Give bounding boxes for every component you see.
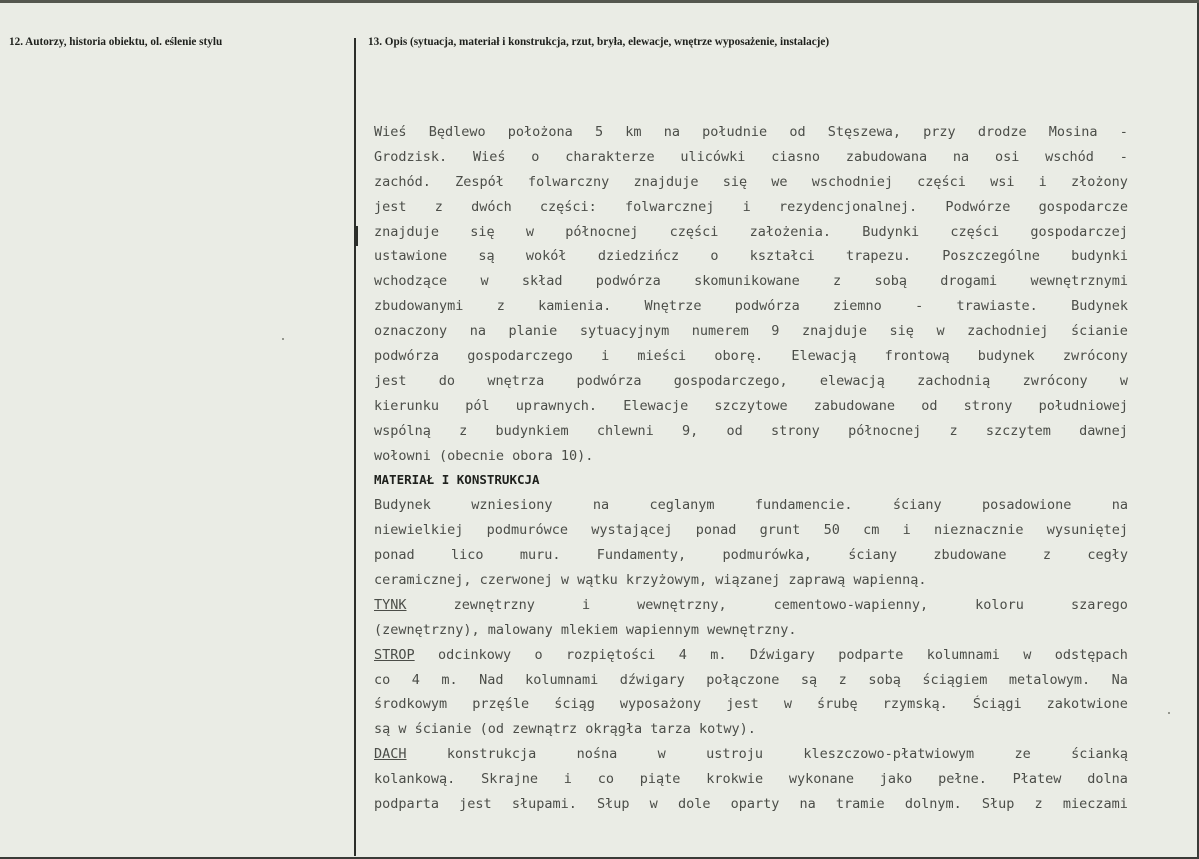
word: ponad <box>374 547 415 564</box>
word: w <box>657 746 666 763</box>
word: jest <box>374 372 407 389</box>
word: cm <box>863 522 880 539</box>
word: ustawione <box>374 248 448 265</box>
word: 5 <box>594 124 604 140</box>
word: przy <box>923 124 956 140</box>
word: słupami. <box>511 796 577 813</box>
word: na <box>952 148 970 165</box>
word: wnętrza <box>487 372 545 389</box>
header-authors-history: 12. Autorzy, historia obiektu, ol. eślenie stylu <box>9 36 223 48</box>
word: podwórza <box>576 372 642 389</box>
word: gospodarczego <box>467 348 573 365</box>
word: grunt <box>759 522 801 539</box>
label-strop: STROP <box>374 646 415 663</box>
word: z <box>459 422 468 439</box>
text-line <box>374 618 1128 643</box>
word: środkowym <box>374 696 448 713</box>
text-line <box>374 493 1128 518</box>
text-line <box>374 344 1128 369</box>
word: obora <box>512 447 553 464</box>
word: ściągiem <box>922 671 988 688</box>
text-line <box>374 319 1128 344</box>
word: Wnętrze <box>644 298 702 315</box>
paragraph-material <box>374 493 1128 593</box>
word: z <box>1042 547 1051 564</box>
word: wysuniętej <box>1046 522 1128 539</box>
word: na <box>592 497 610 514</box>
word: zabudowane <box>813 397 896 414</box>
word: na <box>663 124 680 140</box>
word: 9 <box>771 323 780 340</box>
word: rezydencjonalnej. <box>778 198 918 215</box>
word: Wieś <box>472 148 506 165</box>
word: sytuacyjnym <box>579 323 670 340</box>
word: oborę. <box>714 348 764 365</box>
word: uprawnych. <box>515 397 598 414</box>
word: do <box>438 372 456 389</box>
word: 4 <box>411 671 420 688</box>
word: oznaczony <box>374 323 448 340</box>
word: szczytowe <box>714 397 788 414</box>
word: wapienną. <box>853 572 927 589</box>
word: w <box>560 572 570 589</box>
word: budynki <box>1071 248 1128 265</box>
paper-speck <box>282 338 284 340</box>
word: dziedzińcz <box>597 248 680 265</box>
word: gospodarczego, <box>673 372 788 389</box>
word: dźwigary <box>619 671 685 688</box>
text-line <box>374 692 1128 717</box>
word: Elewacją <box>791 348 857 365</box>
word: cementowo-wapienny, <box>773 596 929 613</box>
word: zwrócony <box>1062 348 1128 365</box>
word: połączone <box>706 671 780 688</box>
word: zaprawą <box>788 572 846 589</box>
word: są <box>800 671 818 688</box>
word: zewnętrzny <box>453 596 535 613</box>
word: podmurówka, <box>722 547 812 564</box>
word: przęśle <box>472 696 530 713</box>
word: wsi <box>990 173 1015 190</box>
word: Fundamenty, <box>596 547 687 564</box>
word: jest <box>726 696 759 713</box>
word: Nad <box>479 671 504 688</box>
word: z <box>949 422 958 439</box>
word: części <box>669 223 719 240</box>
word: czerwonej <box>479 572 553 589</box>
text-line <box>374 145 1128 170</box>
text-line <box>374 394 1128 419</box>
word: strony <box>963 397 1013 414</box>
word: numerem <box>691 323 749 340</box>
text-line <box>374 518 1128 543</box>
word: sobą <box>874 273 907 290</box>
word: wewnętrzny. <box>707 621 797 638</box>
word: kotwy). <box>698 721 756 738</box>
word: (obecnie <box>439 447 505 464</box>
word: zewnątrz <box>512 721 578 738</box>
word: budynkiem <box>495 422 569 439</box>
word: i <box>1038 173 1047 190</box>
word: wewnętrzny, <box>637 596 727 613</box>
word: w <box>398 721 407 738</box>
word: z <box>833 273 842 290</box>
text-line <box>374 668 1128 693</box>
word: od <box>726 422 743 439</box>
word: Słup <box>597 796 630 813</box>
header-description: 13. Opis (sytuacja, materiał i konstrukcja, rzut, bryła, elewacje, wnętrze wyposażenie, instalacje) <box>368 36 830 48</box>
word: kamienia. <box>538 298 612 315</box>
word: 9, <box>682 422 699 439</box>
word: złożony <box>1070 173 1128 190</box>
text-line <box>374 568 1128 593</box>
text-line <box>374 294 1128 319</box>
word: tramie <box>835 796 885 813</box>
word: koloru <box>975 596 1024 613</box>
word: kleszczowo-płatwiowym <box>803 746 975 763</box>
word: w <box>1119 372 1128 389</box>
word: zakotwione <box>1046 696 1128 713</box>
word: z <box>838 671 847 688</box>
word: ze <box>1014 746 1031 763</box>
word: wykonane <box>788 771 854 788</box>
word: ceramicznej, <box>374 572 472 589</box>
word: się <box>889 323 914 340</box>
divider-tick <box>356 226 358 246</box>
text-line <box>374 269 1128 294</box>
word: na <box>469 323 486 340</box>
word: km <box>625 124 642 140</box>
word: ponad <box>695 522 737 539</box>
word: na <box>799 796 816 813</box>
word: dolna <box>1087 771 1128 788</box>
word: jest <box>459 796 492 813</box>
text-line <box>374 593 1128 618</box>
word: co <box>597 771 614 788</box>
word: planie <box>508 323 558 340</box>
word: południe <box>702 124 768 140</box>
word: Budynek <box>374 497 431 514</box>
word: kolumnami <box>926 646 1000 663</box>
word: Zespół <box>455 173 504 190</box>
word: ściany <box>848 547 898 564</box>
word: folwarcznej <box>625 198 715 215</box>
word: drodze <box>977 124 1027 140</box>
word: posadowione <box>981 497 1072 514</box>
word: ustroju <box>706 746 764 763</box>
word: mieczami <box>1062 796 1128 813</box>
word: na <box>1111 497 1128 514</box>
word: podwórza <box>595 273 661 290</box>
word: Skrajne <box>481 771 538 788</box>
word: (zewnętrzny), <box>374 621 480 638</box>
word: m. <box>441 671 458 688</box>
word: znajduje <box>633 173 699 190</box>
word: piąte <box>639 771 681 788</box>
word: południowej <box>1038 397 1128 414</box>
word: 4 <box>678 646 687 663</box>
word: zbudowanymi <box>374 298 464 315</box>
paragraph-dach <box>374 742 1128 817</box>
word: wapiennym <box>625 621 700 638</box>
text-line <box>374 792 1128 817</box>
word: Na <box>1111 671 1128 688</box>
word: o <box>710 248 719 265</box>
word: wschodniej <box>811 173 893 190</box>
word: śrubę <box>817 696 858 713</box>
word: wewnętrznymi <box>1030 273 1128 290</box>
word: Ściągi <box>972 696 1022 713</box>
word: wystającej <box>591 522 673 539</box>
word: dwóch <box>471 198 512 215</box>
word: mieści <box>637 348 687 365</box>
word: części <box>950 223 1000 240</box>
word: wzniesiony <box>471 497 553 514</box>
word: dawnej <box>1079 422 1128 439</box>
word: odstępach <box>1054 646 1128 663</box>
word: wokół <box>525 248 567 265</box>
word: i <box>581 596 591 613</box>
word: w <box>783 696 792 713</box>
word: elewacją <box>819 372 885 389</box>
word: ciasno <box>771 148 821 165</box>
word: trapezu. <box>846 248 912 265</box>
word: konstrukcja <box>446 746 537 763</box>
paragraph-tynk <box>374 593 1128 643</box>
word: wchodzące <box>374 273 448 290</box>
word: Mosina <box>1048 124 1098 140</box>
text-line <box>374 244 1128 269</box>
word: skład <box>521 273 563 290</box>
word: Budynki <box>862 223 920 240</box>
word: w <box>480 273 489 290</box>
word: sobą <box>868 671 901 688</box>
label-dach: DACH <box>374 746 407 763</box>
word: folwarczny <box>528 173 610 190</box>
word: w <box>936 323 945 340</box>
word: zbudowane <box>933 547 1007 564</box>
word: z <box>434 198 443 215</box>
word: wschód <box>1045 148 1094 165</box>
word: nieznacznie <box>934 522 1024 539</box>
word: są <box>374 721 391 738</box>
word: chlewni <box>596 422 654 439</box>
text-line <box>374 195 1128 220</box>
word: 50 <box>823 522 840 539</box>
word: podparta <box>374 796 440 813</box>
word: ściąg <box>554 696 595 713</box>
word: kolankową. <box>374 771 456 788</box>
word: ścianką <box>1071 746 1128 763</box>
word: ścianie <box>1070 323 1128 340</box>
word: i <box>601 348 610 365</box>
word: podwórza <box>734 298 800 315</box>
word: od <box>921 397 938 414</box>
word: zachodnią <box>917 372 991 389</box>
word: są <box>478 248 495 265</box>
word: wiązanej <box>715 572 781 589</box>
word: we <box>771 173 788 190</box>
word: zabudowana <box>845 148 928 165</box>
text-line <box>374 643 1128 668</box>
word: zachód. <box>374 173 431 190</box>
word: ceglanym <box>649 497 715 514</box>
word: ulicówki <box>680 148 746 165</box>
word: podmurówce <box>486 522 568 539</box>
word: okrągła <box>585 721 643 738</box>
word: Będlewo <box>428 124 486 140</box>
word: z <box>1034 796 1043 813</box>
word: zwrócony <box>1022 372 1088 389</box>
word: i <box>742 198 751 215</box>
word: ziemno <box>833 298 882 315</box>
word: ściany <box>892 497 942 514</box>
word: strony <box>771 422 820 439</box>
word: nośna <box>576 746 618 763</box>
word: wołowni <box>374 447 431 464</box>
word: podwórza <box>374 348 440 365</box>
word: ścianie <box>414 721 472 738</box>
word: krokwie <box>706 771 764 788</box>
word: dolnym. <box>904 796 962 813</box>
word: muru. <box>519 547 561 564</box>
section-heading-material: MATERIAŁ I KONSTRUKCJA <box>374 472 540 488</box>
text-line <box>374 419 1128 444</box>
paper-speck <box>1168 712 1170 714</box>
word: jest <box>374 198 407 215</box>
word: gospodarczej <box>1030 223 1128 240</box>
word: Płatew <box>1012 771 1062 788</box>
word: metalowym. <box>1008 671 1091 688</box>
word: kształci <box>749 248 815 265</box>
word: części: <box>539 198 597 215</box>
word: m. <box>710 646 727 663</box>
word: cegły <box>1087 547 1128 564</box>
word: w <box>1023 646 1032 663</box>
text-line <box>374 543 1128 568</box>
word: Poszczególne <box>942 248 1040 265</box>
word: drogami <box>940 273 998 290</box>
word: Elewacje <box>623 397 689 414</box>
word: w <box>649 796 658 813</box>
label-tynk: TYNK <box>374 596 407 613</box>
word: się <box>722 173 748 190</box>
paragraph-strop <box>374 643 1128 743</box>
word: położona <box>507 124 573 140</box>
word: odcinkowy <box>438 646 512 663</box>
word: założenia. <box>749 223 831 240</box>
word: Grodzisk. <box>374 148 448 165</box>
word: Słup <box>981 796 1015 813</box>
word: niewielkiej <box>374 522 464 539</box>
text-line <box>374 717 1128 742</box>
word: krzyżowym, <box>625 572 708 589</box>
description-text <box>374 120 1128 817</box>
word: - <box>915 298 924 315</box>
word: charakterze <box>565 148 655 165</box>
word: od <box>789 124 806 140</box>
paragraph-location <box>374 120 1128 468</box>
word: Stęszewa, <box>827 124 901 140</box>
word: rzymską. <box>882 696 948 713</box>
word: północnej <box>565 223 639 240</box>
word: mlekiem <box>560 621 618 638</box>
text-line <box>374 369 1128 394</box>
word: Wieś <box>374 124 407 140</box>
word: pól <box>465 397 490 414</box>
word: tarza <box>650 721 691 738</box>
word: frontową <box>884 348 950 365</box>
top-rule <box>0 0 1199 3</box>
word: gospodarcze <box>1038 198 1128 215</box>
word: wyposażony <box>619 696 702 713</box>
word: północnej <box>848 422 922 439</box>
word: wątku <box>577 572 618 589</box>
word: malowany <box>487 621 553 638</box>
word: i <box>902 522 911 539</box>
word: szarego <box>1071 596 1128 613</box>
word: wspólną <box>374 422 431 439</box>
word: Dźwigary <box>749 646 815 663</box>
word: Podwórze <box>945 198 1011 215</box>
word: szczytem <box>985 422 1051 439</box>
word: co <box>374 671 391 688</box>
word: się <box>470 223 495 240</box>
word: fundamencie. <box>754 497 853 514</box>
word: skomunikowane <box>694 273 800 290</box>
word: pełne. <box>938 771 987 788</box>
word: oparty <box>730 796 780 813</box>
word: znajduje <box>374 223 440 240</box>
word: zachodniej <box>967 323 1049 340</box>
word: i <box>563 771 572 788</box>
word: osi <box>994 148 1020 165</box>
word: rozpiętości <box>566 646 656 663</box>
text-line <box>374 120 1128 145</box>
word: części <box>917 173 966 190</box>
text-line <box>374 444 1128 469</box>
word: jako <box>879 771 913 788</box>
word: kierunku <box>374 397 440 414</box>
word: dole <box>677 796 711 813</box>
word: o <box>531 148 540 165</box>
text-line <box>374 742 1128 767</box>
word: o <box>534 646 543 663</box>
word: budynek <box>977 348 1035 365</box>
word: Budynek <box>1071 298 1128 315</box>
word: lico <box>450 547 484 564</box>
text-line <box>374 220 1128 245</box>
word: - <box>1119 124 1128 140</box>
column-divider <box>354 38 356 856</box>
word: (od <box>479 721 504 738</box>
word: - <box>1119 148 1128 165</box>
word: 10). <box>560 447 594 464</box>
word: kolumnami <box>525 671 599 688</box>
text-line <box>374 767 1128 792</box>
word: znajduje <box>801 323 867 340</box>
word: w <box>525 223 535 240</box>
word: trawiaste. <box>956 298 1038 315</box>
text-line <box>374 170 1128 195</box>
word: podparte <box>838 646 904 663</box>
word: z <box>496 298 505 315</box>
